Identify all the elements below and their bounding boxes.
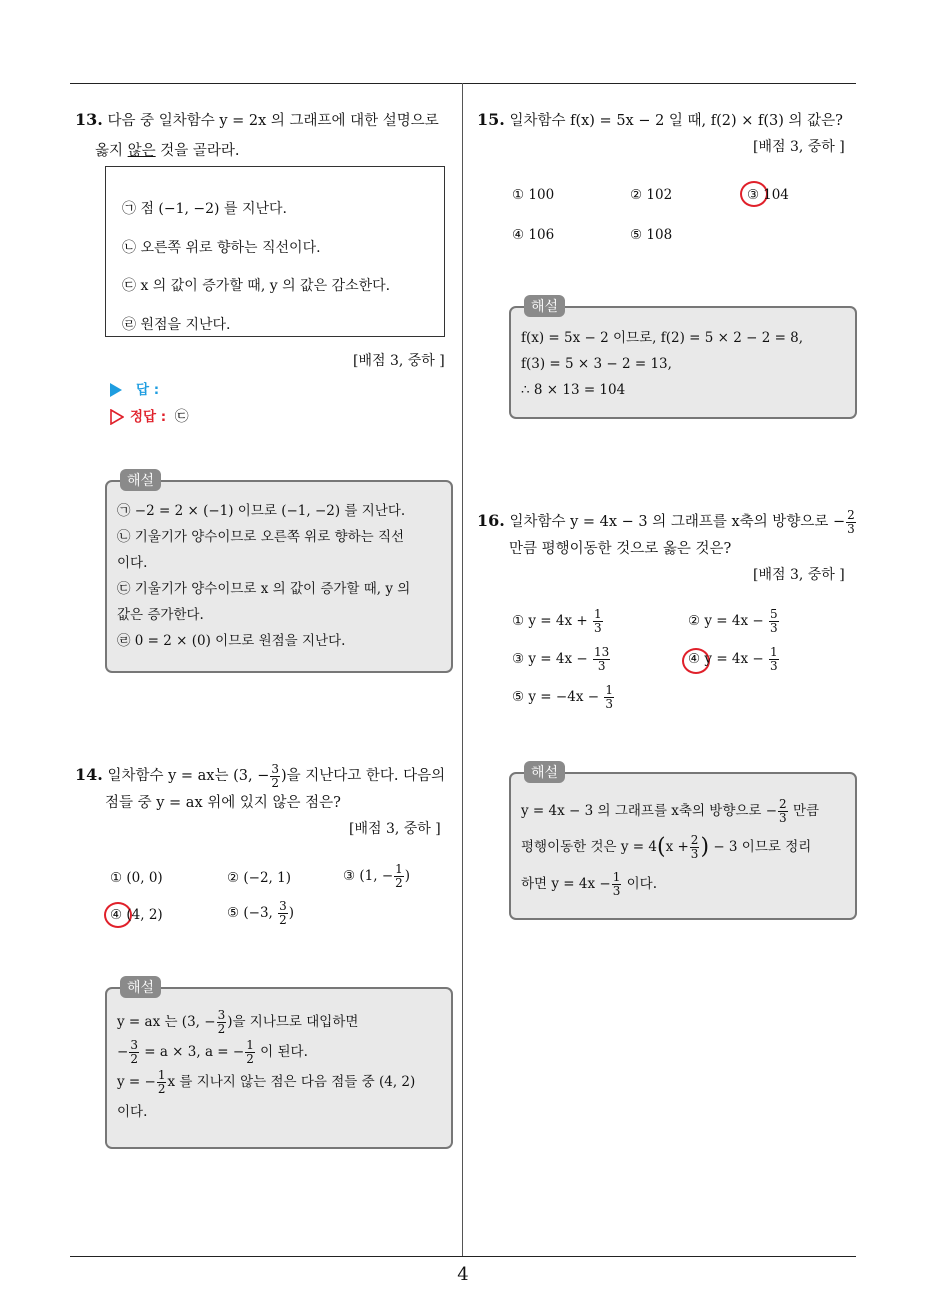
top-rule [70, 83, 856, 84]
fraction [270, 763, 280, 790]
solution-part: 이 된다. [255, 1044, 308, 1060]
fraction [394, 863, 404, 890]
solution-part: 하면 y = 4x − [521, 875, 611, 892]
choice-2[interactable]: ② (−2, 1) [227, 870, 291, 886]
solution-part: y = 4x − 3 의 그래프를 x축의 방향으로 − [521, 803, 778, 819]
statement-item: ㉣ 원점을 지난다. [122, 316, 231, 333]
numerator: 3 [279, 899, 287, 913]
solution-tag: 해설 [120, 976, 161, 998]
denominator: 2 [217, 1022, 226, 1036]
question-text: 일차함수 f(x) = 5x − 2 일 때, f(2) × f(3) 의 값은? [509, 113, 843, 129]
question-text: 일차함수 y = ax는 (3, − [107, 768, 270, 784]
choice-text: ) [288, 905, 295, 921]
solution-part: 이다. [622, 875, 658, 892]
solution-part: 평행이동한 것은 y = 4 [521, 839, 657, 855]
solution-text [521, 325, 803, 403]
denominator: 3 [612, 883, 621, 898]
solution-line: 이다. [117, 555, 148, 571]
solution-line: ㉠ −2 = 2 × (−1) 이므로 (−1, −2) 를 지난다. [117, 503, 406, 519]
solution-line: ㉢ 기울기가 양수이므로 x 의 값이 증가할 때, y 의 [117, 581, 411, 597]
solution-part: − [117, 1044, 129, 1060]
solution-line [117, 1037, 415, 1067]
question-15 [477, 106, 862, 135]
statement-item: ㉡ 오른쪽 위로 향하는 직선이다. [122, 239, 321, 256]
choice-2[interactable] [688, 608, 780, 635]
choice-1[interactable] [512, 608, 604, 635]
solution-tag: 해설 [524, 295, 565, 317]
fraction [612, 871, 622, 898]
fraction [778, 798, 788, 825]
score-meta: [배점 3, 중하 ] [753, 139, 845, 155]
choice-text: ③ y = 4x − [512, 651, 588, 667]
denominator: 3 [770, 659, 778, 673]
choice-1[interactable]: ① 100 [512, 187, 555, 203]
denominator: 2 [246, 1052, 254, 1066]
solution-line [117, 1067, 415, 1097]
choice-3[interactable] [747, 187, 789, 203]
numerator: 3 [130, 1038, 138, 1052]
fraction [846, 509, 856, 536]
underlined-word: 않은 [127, 143, 156, 159]
fraction [769, 646, 779, 673]
solution-line: f(3) = 5 × 3 − 2 = 13, [521, 356, 672, 372]
solution-part: 만큼 [788, 803, 820, 819]
choice-text: 104 [763, 187, 789, 203]
question-14 [75, 758, 460, 817]
solution-line [117, 1007, 415, 1037]
question-text: )을 지난다고 한다. 다음의 [280, 768, 446, 784]
choice-2[interactable]: ② 102 [630, 187, 673, 203]
fraction [690, 834, 700, 861]
fraction [593, 608, 603, 635]
statement-item: ㉠ 점 (−1, −2) 를 지난다. [122, 201, 287, 217]
solution-line: 값은 증가한다. [117, 607, 204, 623]
question-text: 것을 골라라. [155, 143, 240, 159]
denominator: 3 [594, 621, 602, 635]
choice-marker: ③ [747, 187, 760, 203]
fraction [769, 608, 779, 635]
solution-line: 이다. [117, 1104, 148, 1120]
left-paren: ( [656, 834, 666, 860]
solution-text [521, 793, 819, 902]
outline-triangle-icon [110, 409, 124, 425]
numerator: 1 [157, 1068, 166, 1082]
page-number: 4 [457, 1264, 469, 1285]
solution-part: )을 지나므로 대입하면 [227, 1014, 359, 1030]
denominator: 2 [395, 876, 403, 890]
numerator: 3 [217, 1008, 226, 1022]
numerator: 1 [612, 869, 621, 884]
score-meta: [배점 3, 중하 ] [353, 353, 445, 369]
denominator: 3 [597, 659, 606, 673]
choice-3[interactable] [343, 863, 410, 890]
solution-part: = a × 3, a = − [139, 1044, 245, 1060]
question-text: 만큼 평행이동한 것으로 옳은 것은? [509, 541, 732, 557]
solution-text [117, 1007, 415, 1127]
denominator: 3 [690, 847, 699, 861]
question-number: 14. [75, 765, 103, 784]
fraction [157, 1069, 167, 1096]
correct-answer-line [110, 405, 189, 426]
choice-text: y = 4x − [700, 651, 764, 667]
choice-text: ① y = 4x + [512, 613, 588, 629]
denominator: 3 [847, 521, 855, 536]
numerator: 1 [770, 645, 778, 659]
question-13 [75, 106, 460, 165]
solution-part: − 3 이므로 정리 [713, 839, 812, 855]
denominator: 2 [157, 1082, 166, 1096]
solution-line: ∴ 8 × 13 = 104 [521, 382, 626, 398]
question-text: 일차함수 y = 4x − 3 의 그래프를 x축의 방향으로 − [509, 514, 846, 530]
fraction [217, 1009, 227, 1036]
triangle-icon [110, 383, 122, 397]
statement-list [122, 190, 390, 344]
numerator: 2 [847, 507, 855, 522]
statement-item: ㉢ x 의 값이 증가할 때, y 의 값은 감소한다. [122, 278, 391, 294]
choice-3[interactable] [512, 646, 611, 673]
correct-label: 정답 : [130, 409, 167, 425]
choice-text: ⑤ (−3, [227, 905, 278, 921]
fraction [129, 1039, 139, 1066]
numerator: 1 [395, 862, 403, 876]
solution-part: y = − [117, 1074, 156, 1090]
solution-tag: 해설 [120, 469, 161, 491]
solution-line: f(x) = 5x − 2 이므로, f(2) = 5 × 2 − 2 = 8, [521, 330, 804, 346]
choice-4[interactable] [688, 646, 780, 673]
solution-line [521, 793, 819, 829]
solution-line: ㉡ 기울기가 양수이므로 오른쪽 위로 향하는 직선 [117, 529, 405, 545]
choice-text: ③ (1, − [343, 868, 394, 884]
right-paren: ) [700, 834, 710, 860]
solution-line [521, 829, 819, 866]
choice-5[interactable]: ⑤ 108 [630, 227, 673, 243]
numerator: 2 [690, 833, 699, 847]
answer-label: 답 : [136, 382, 160, 398]
choice-1[interactable]: ① (0, 0) [110, 870, 163, 886]
numerator: 1 [605, 683, 613, 697]
denominator: 3 [779, 811, 787, 825]
numerator: 2 [779, 797, 787, 811]
choice-4[interactable] [110, 907, 163, 923]
choice-marker: ④ [688, 651, 701, 667]
question-text: 옳지 [95, 143, 128, 159]
solution-part: x + [665, 839, 689, 855]
score-meta: [배점 3, 중하 ] [753, 567, 845, 583]
answer-line [110, 378, 159, 398]
solution-part: x 를 지나지 않는 점은 다음 점들 중 (4, 2) [167, 1074, 416, 1090]
numerator: 5 [770, 607, 778, 621]
choice-5[interactable] [227, 900, 294, 927]
solution-part: y = ax 는 (3, − [117, 1014, 216, 1030]
choice-5[interactable] [512, 684, 615, 711]
question-number: 15. [477, 110, 505, 129]
score-meta: [배점 3, 중하 ] [349, 821, 441, 837]
bottom-rule [70, 1256, 856, 1257]
choice-text: ⑤ y = −4x − [512, 689, 600, 705]
question-text: 다음 중 일차함수 y = 2x 의 그래프에 대한 설명으로 [107, 113, 439, 129]
numerator: 3 [271, 761, 279, 776]
numerator: 1 [246, 1038, 254, 1052]
denominator: 3 [605, 697, 613, 711]
question-16 [477, 504, 862, 563]
denominator: 3 [770, 621, 778, 635]
numerator: 1 [594, 607, 602, 621]
question-number: 16. [477, 511, 505, 530]
question-text: 점들 중 y = ax 위에 있지 않은 점은? [105, 795, 341, 811]
fraction [593, 646, 610, 673]
column-divider [462, 83, 463, 1256]
denominator: 2 [271, 775, 279, 790]
denominator: 2 [130, 1052, 138, 1066]
choice-text: (4, 2) [122, 907, 163, 923]
question-number: 13. [75, 110, 103, 129]
numerator: 13 [594, 645, 610, 659]
solution-line [521, 866, 819, 902]
choice-marker: ④ [110, 907, 123, 923]
denominator: 2 [279, 913, 287, 927]
fraction [604, 684, 614, 711]
choice-text: ② y = 4x − [688, 613, 764, 629]
choice-text: ) [404, 868, 411, 884]
solution-tag: 해설 [524, 761, 565, 783]
fraction [278, 900, 288, 927]
fraction [245, 1039, 255, 1066]
correct-value: ㉢ [174, 409, 189, 425]
solution-line: ㉣ 0 = 2 × (0) 이므로 원점을 지난다. [117, 633, 346, 649]
choice-4[interactable]: ④ 106 [512, 227, 555, 243]
solution-text [117, 498, 410, 654]
